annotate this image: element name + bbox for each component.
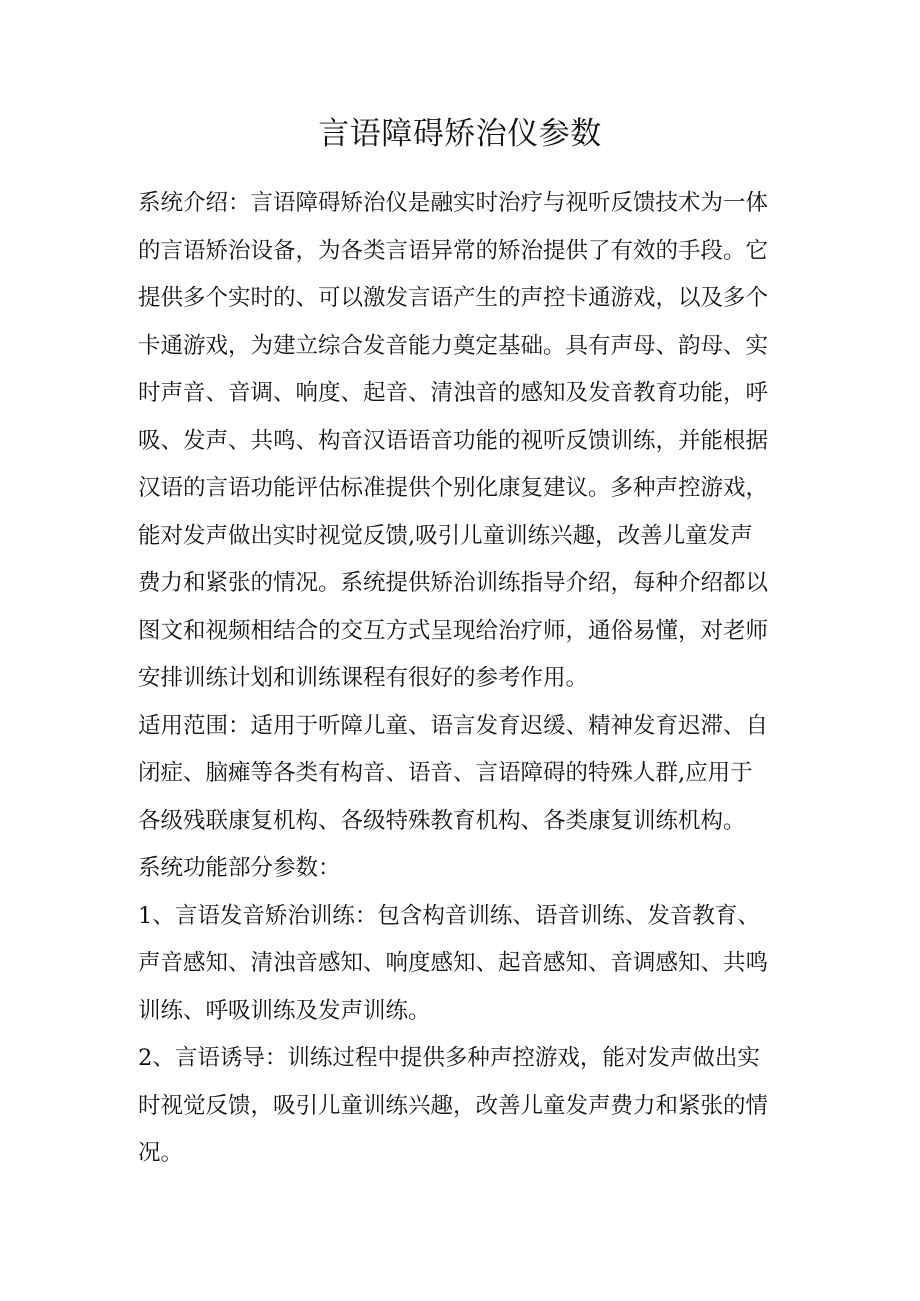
body-line: 各级残联康复机构、各级特殊教育机构、各类康复训练机构。 bbox=[138, 807, 746, 834]
body-line: 适用范围：适用于听障儿童、语言发育迟缓、精神发育迟滞、自 bbox=[138, 712, 769, 739]
body-line: 时声音、音调、响度、起音、清浊音的感知及发音教育功能，呼 bbox=[138, 380, 769, 406]
body-line: 2、言语诱导：训练过程中提供多种声控游戏，能对发声做出实 bbox=[138, 1045, 760, 1071]
body-line: 闭症、脑瘫等各类有构音、语音、言语障碍的特殊人群,应用于 bbox=[138, 760, 753, 786]
body-line: 时视觉反馈，吸引儿童训练兴趣，改善儿童发声费力和紧张的情 bbox=[138, 1092, 769, 1119]
body-line: 声音感知、清浊音感知、响度感知、起音感知、音调感知、共鸣 bbox=[138, 950, 769, 976]
document-body bbox=[138, 180, 788, 1178]
body-line: 费力和紧张的情况。系统提供矫治训练指导介绍，每种介绍都以 bbox=[138, 570, 769, 596]
section-heading: 系统功能部分参数： bbox=[138, 855, 341, 881]
document-title: 言语障碍矫治仪参数 bbox=[318, 116, 602, 152]
body-line: 吸、发声、共鸣、构音汉语语音功能的视听反馈训练，并能根据 bbox=[138, 427, 769, 454]
body-line: 能对发声做出实时视觉反馈,吸引儿童训练兴趣，改善儿童发声 bbox=[138, 522, 753, 549]
body-line: 卡通游戏，为建立综合发音能力奠定基础。具有声母、韵母、实 bbox=[138, 332, 769, 359]
body-line: 提供多个实时的、可以激发言语产生的声控卡通游戏，以及多个 bbox=[138, 285, 769, 311]
body-line: 1、言语发音矫治训练：包含构音训练、语音训练、发音教育、 bbox=[138, 902, 760, 929]
body-line: 图文和视频相结合的交互方式呈现给治疗师，通俗易懂，对老师 bbox=[138, 617, 769, 644]
body-line: 系统介绍：言语障碍矫治仪是融实时治疗与视听反馈技术为一体 bbox=[138, 190, 769, 216]
body-line: 安排训练计划和训练课程有很好的参考作用。 bbox=[138, 665, 589, 691]
body-line: 汉语的言语功能评估标准提供个别化康复建议。多种声控游戏， bbox=[138, 475, 769, 501]
body-line: 的言语矫治设备，为各类言语异常的矫治提供了有效的手段。它 bbox=[138, 237, 769, 264]
body-line: 况。 bbox=[138, 1140, 184, 1166]
body-line: 训练、呼吸训练及发声训练。 bbox=[138, 997, 431, 1024]
